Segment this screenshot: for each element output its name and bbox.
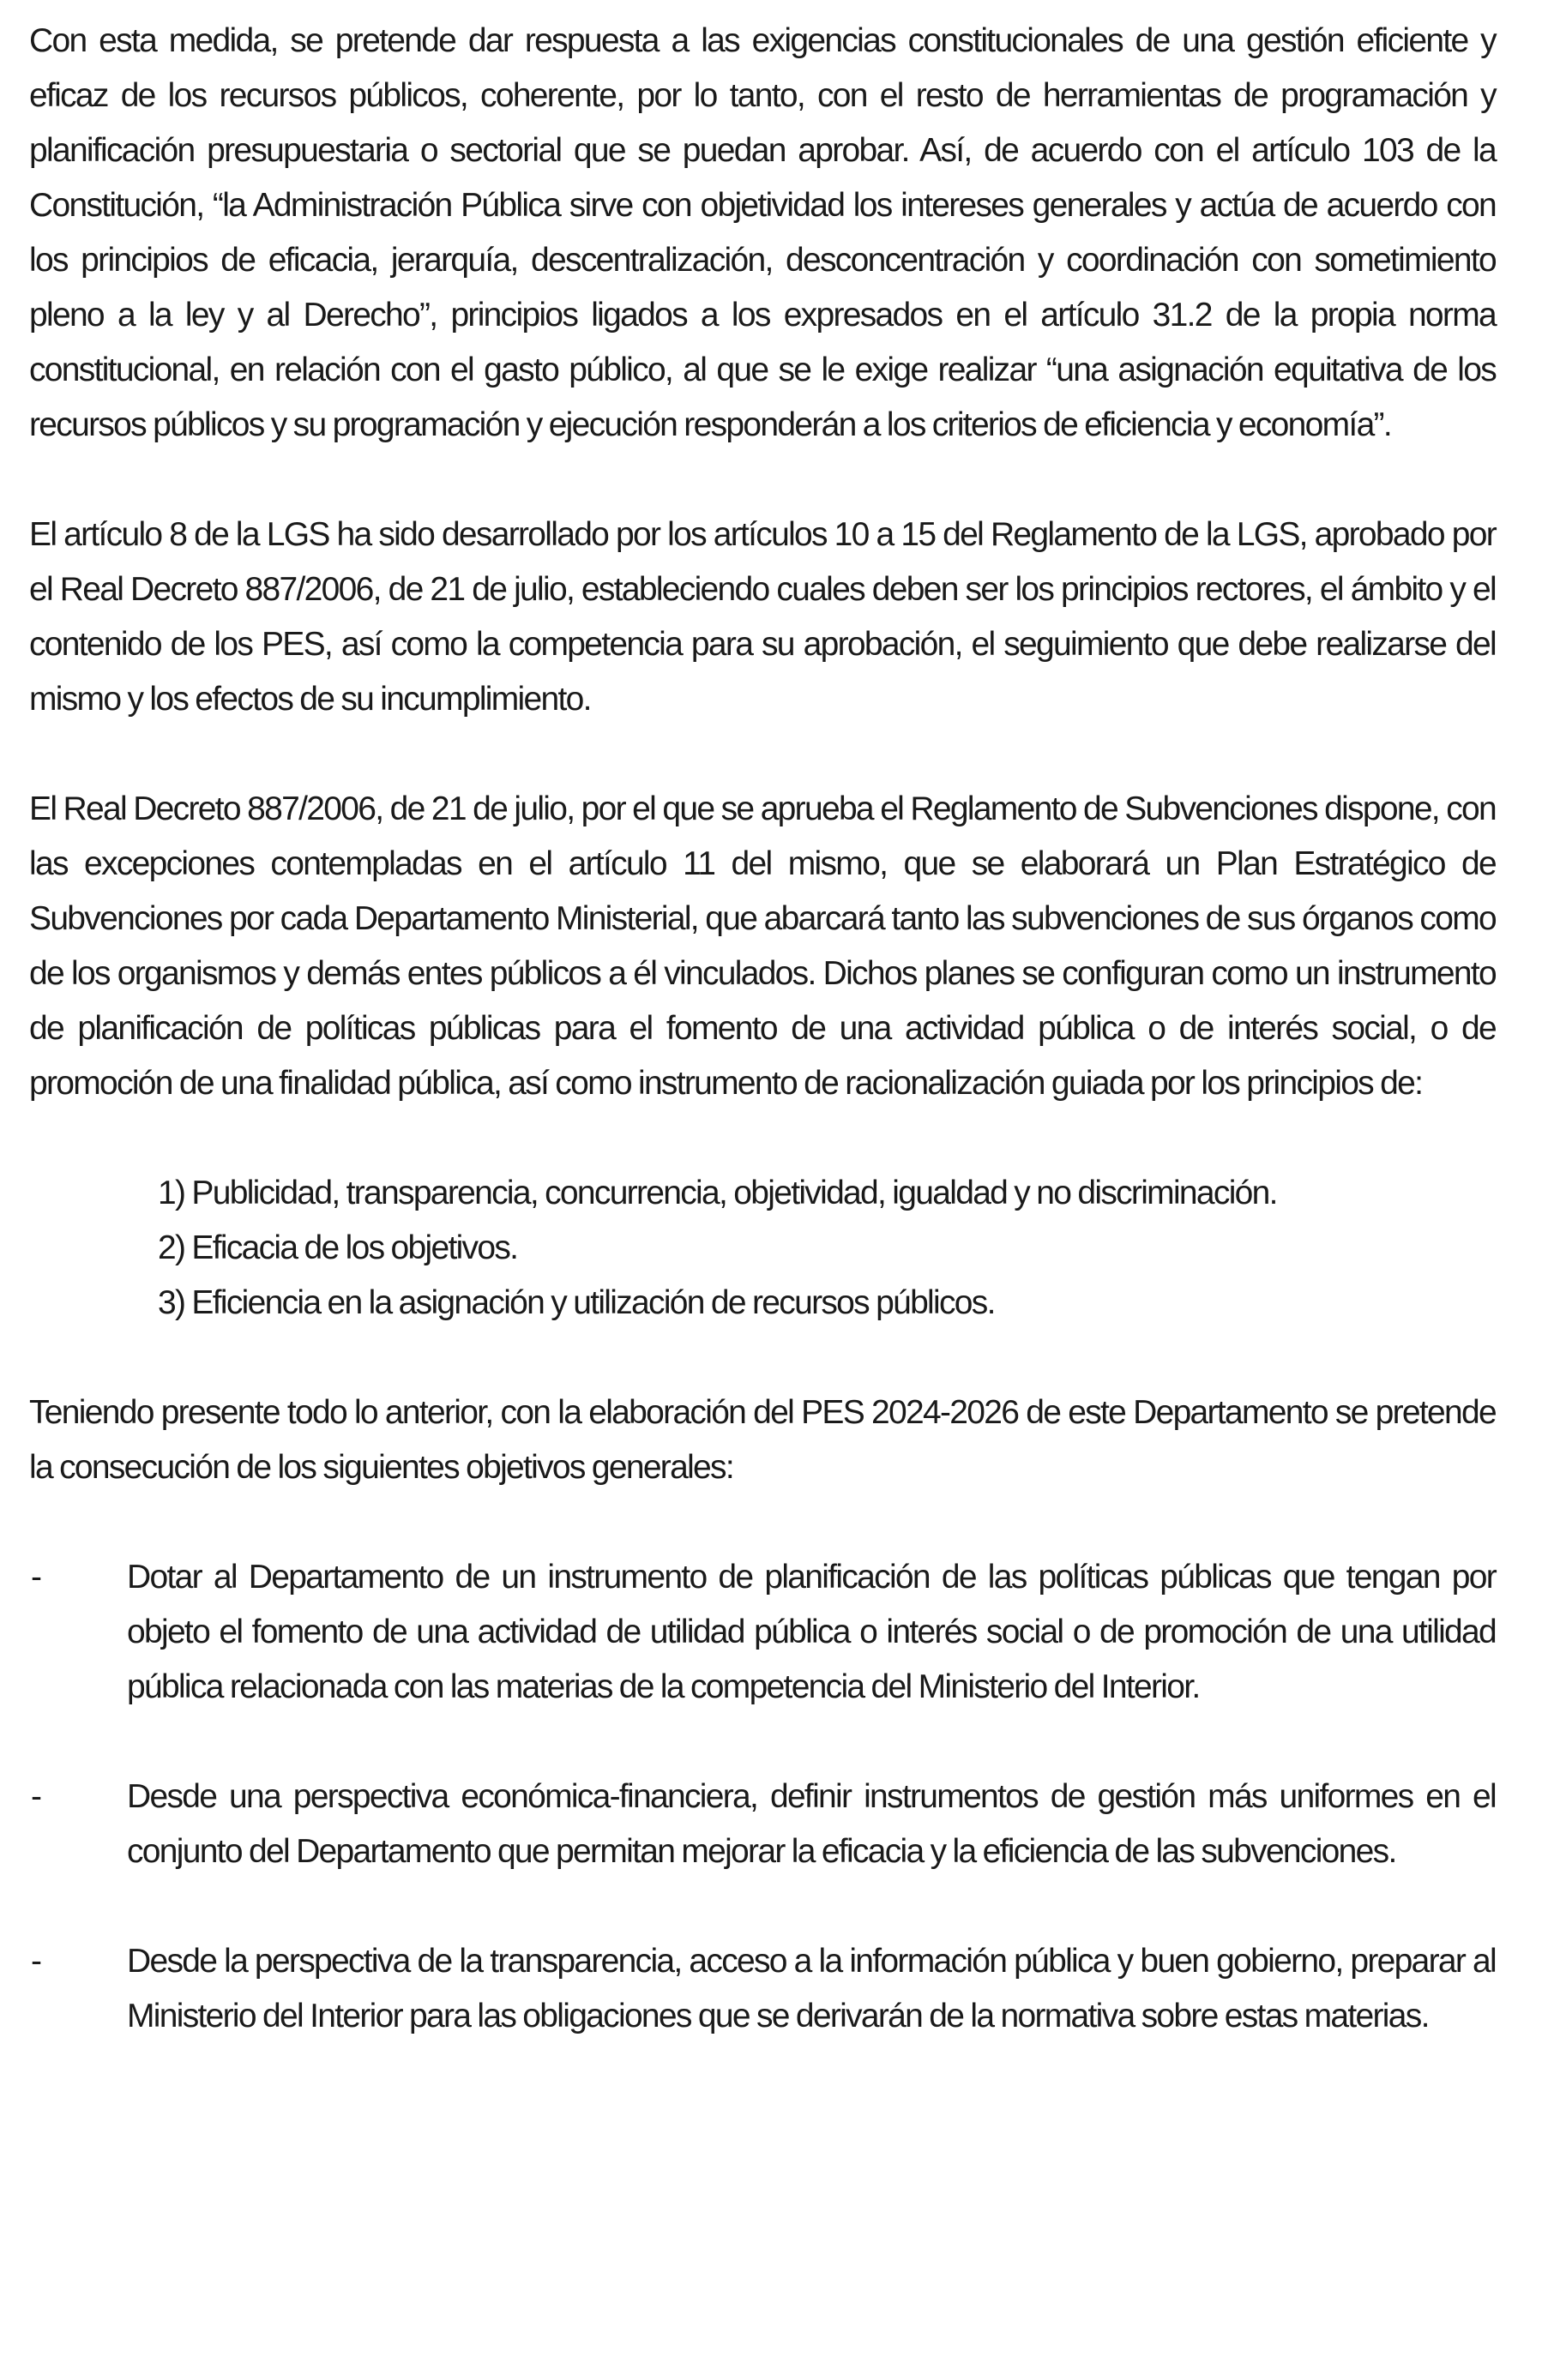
objective-text: Desde una perspectiva económica-financiera, definir instrumentos de gestión más uniformes en el conjunto del Departamento que permitan mejorar la eficacia y la eficiencia de las subvenciones. bbox=[127, 1778, 1496, 1870]
principle-item: 2) Eficacia de los objetivos. bbox=[158, 1229, 518, 1266]
document-page bbox=[29, 14, 1496, 2099]
objective-text: Desde la perspectiva de la transparencia, acceso a la información pública y buen gobierno, preparar al Ministerio del Interior para las obligaciones que se derivarán de la normativa sobre estas materias. bbox=[127, 1943, 1496, 2034]
objectives-list bbox=[29, 1550, 1496, 2044]
paragraph-real-decreto: El Real Decreto 887/2006, de 21 de julio, por el que se aprueba el Reglamento de Subvenciones dispone, con las excepciones contempladas en el artículo 11 del mismo, que se elaborará un Plan Estratégico de Subvenciones por cada Departamento Ministerial, que abarcará tanto las subvenciones de sus órganos como de los organismos y demás entes públicos a él vinculados. Dichos planes se configuran como un instrumento de planificación de políticas públicas para el fomento de una actividad pública o de interés social, o de promoción de una finalidad pública, así como instrumento de racionalización guiada por los principios de: bbox=[29, 790, 1496, 1102]
objective-item bbox=[29, 1934, 1496, 2044]
principle-item: 3) Eficiencia en la asignación y utilización de recursos públicos. bbox=[158, 1284, 995, 1321]
principle-item: 1) Publicidad, transparencia, concurrencia, objetividad, igualdad y no discriminación. bbox=[158, 1175, 1277, 1211]
bullet-dash: - bbox=[31, 1778, 41, 1815]
objective-text: Dotar al Departamento de un instrumento de planificación de las políticas públicas que tengan por objeto el fomento de una actividad de utilidad pública o interés social o de promoción de una utilidad pública relacionada con las materias de la competencia del Ministerio del Interior. bbox=[127, 1559, 1496, 1705]
bullet-dash: - bbox=[31, 1943, 41, 1980]
bullet-dash: - bbox=[31, 1559, 41, 1596]
objective-item bbox=[29, 1770, 1496, 1879]
objective-item bbox=[29, 1550, 1496, 1715]
paragraph-objectives-intro: Teniendo presente todo lo anterior, con la elaboración del PES 2024-2026 de este Departamento se pretende la consecución de los siguientes objetivos generales: bbox=[29, 1394, 1496, 1486]
principles-list bbox=[29, 1166, 1496, 1331]
paragraph-lgs-article-8: El artículo 8 de la LGS ha sido desarrollado por los artículos 10 a 15 del Reglamento de la LGS, aprobado por el Real Decreto 887/2006, de 21 de julio, estableciendo cuales deben ser los principios rectores, el ámbito y el contenido de los PES, así como la competencia para su aprobación, el seguimiento que debe realizarse del mismo y los efectos de su incumplimiento. bbox=[29, 516, 1496, 718]
paragraph-constitutional-requirements: Con esta medida, se pretende dar respuesta a las exigencias constitucionales de una gestión eficiente y eficaz de los recursos públicos, coherente, por lo tanto, con el resto de herramientas de programación y planificación presupuestaria o sectorial que se puedan aprobar. Así, de acuerdo con el artículo 103 de la Constitución, “la Administración Pública sirve con objetividad los intereses generales y actúa de acuerdo con los principios de eficacia, jerarquía, descentralización, desconcentración y coordinación con sometimiento pleno a la ley y al Derecho”, principios ligados a los expresados en el artículo 31.2 de la propia norma constitucional, en relación con el gasto público, al que se le exige realizar “una asignación equitativa de los recursos públicos y su programación y ejecución responderán a los criterios de eficiencia y economía”. bbox=[29, 22, 1496, 443]
